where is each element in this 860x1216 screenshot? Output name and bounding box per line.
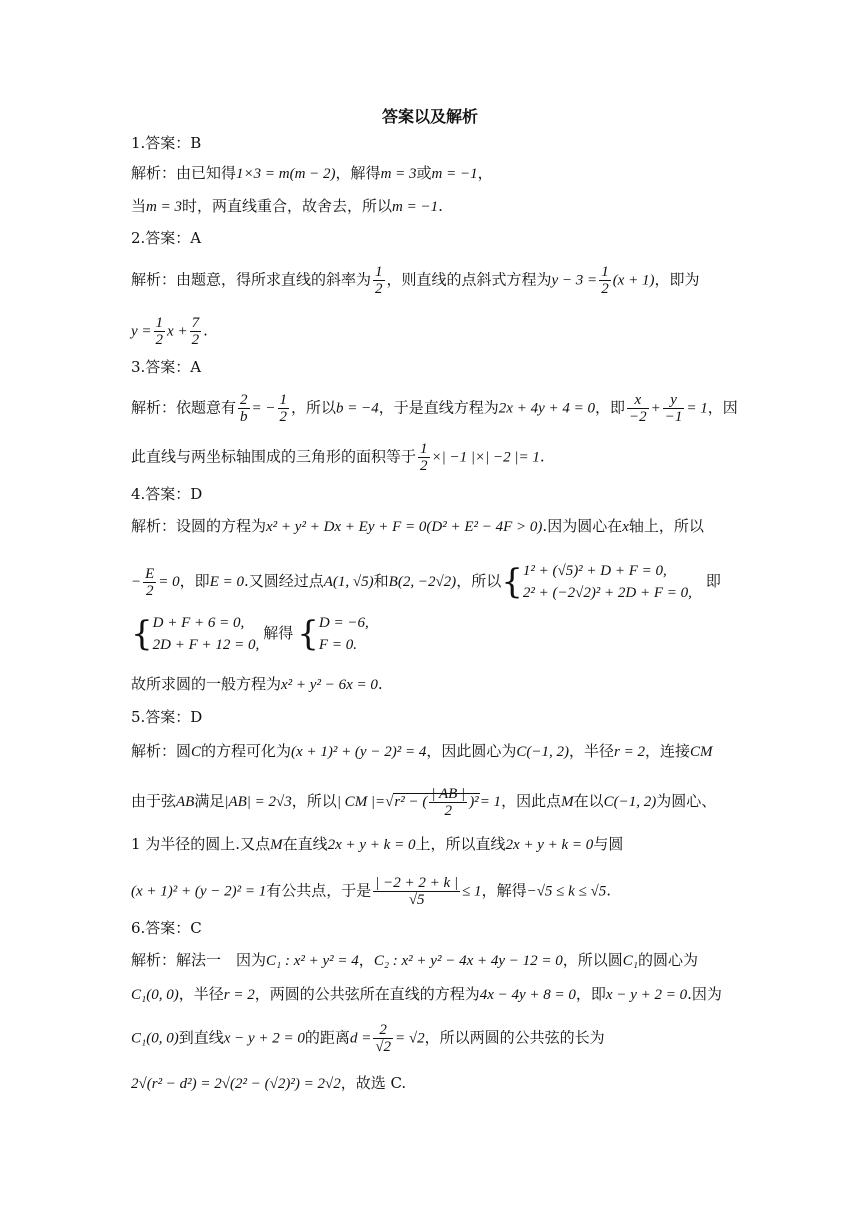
left-brace: {	[501, 562, 523, 602]
q5-line2: 由于弦AB满足|AB| = 2√3，所以| CM |=√r² − ( $\frac{| AB |}{2}$ )²= 1，因此点M在以C(−1, 2)为圆心、	[131, 786, 717, 819]
q6-line4: 2√(r² − d²) = 2√(2² − (√2)²) = 2√2，故选 C.	[131, 1074, 407, 1092]
q6-line1: 解析：解法一 因为C₁ : x² + y² = 4，C₂ : x² + y² − 4x + 4y − 12 = 0，所以圆C₁的圆心为	[131, 951, 699, 969]
q2-line1: 解析：由题意，得所求直线的斜率为 $\frac{1}{2}$ ，则直线的点斜式方程为y − 3 = $\frac{1}{2}$ (x + 1)，即为	[131, 264, 700, 297]
equation-system: D + F + 6 = 0, 2D + F + 12 = 0,	[152, 615, 260, 653]
q4-line4: 故所求圆的一般方程为x² + y² − 6x = 0.	[131, 675, 383, 693]
fraction: $\frac{| -2 + 2 + k |}{√5}$	[375, 875, 459, 908]
q3-line1: 解析：依题意有 $\frac{2}{b}$ = − $\frac{1}{2}$ ，所以b = −4，于是直线方程为2x + 4y + 4 = 0，即 $\frac{x}{-2}$ + $\frac{y}{-1}$ = 1，因	[131, 392, 738, 425]
q4-answer: 4.答案：D	[131, 485, 203, 503]
page-title: 答案以及解析	[381, 107, 478, 126]
q1-line1: 解析：由已知得1×3 = m(m − 2)，解得m = 3或m = −1，	[131, 164, 493, 182]
fraction: $\frac{x}{-2}$	[629, 392, 647, 425]
fraction: $\frac{1}{2}$	[375, 264, 383, 297]
fraction: $\frac{1}{2}$	[155, 315, 164, 348]
q6-line3: C₁(0, 0)到直线x − y + 2 = 0的距离d = $\frac{2}{√2}$ = √2，所以两圆的公共弦的长为	[131, 1022, 605, 1055]
equation-system: D = −6, F = 0.	[318, 615, 369, 653]
q5-answer: 5.答案：D	[131, 708, 203, 726]
q4-line2: − $\frac{E}{2}$ = 0，即E = 0.又圆经过点A(1, √5)和B(2, −2√2)，所以{ 1² + (√5)² + D + F = 0, 2² + (−2√2)² + 2D + F = 0, 即	[131, 562, 721, 602]
q3-line2: 此直线与两坐标轴围成的三角形的面积等于 $\frac{1}{2}$ ×| −1 |×| −2 |= 1.	[131, 441, 545, 474]
left-brace: {	[131, 614, 153, 654]
fraction: $\frac{y}{-1}$	[664, 392, 683, 425]
q5-line4: (x + 1)² + (y − 2)² = 1有公共点，于是 $\frac{| -2 + 2 + k |}{√5}$ ≤ 1，解得−√5 ≤ k ≤ √5.	[131, 875, 612, 908]
fraction: $\frac{E}{2}$	[145, 565, 155, 599]
q2-answer: 2.答案：A	[131, 229, 202, 247]
fraction: $\frac{1}{2}$	[420, 441, 428, 474]
fraction: $\frac{1}{2}$	[279, 392, 288, 425]
q5-line3: 1 为半径的圆上.又点M在直线2x + y + k = 0上，所以直线2x + y + k = 0与圆	[131, 835, 624, 853]
fraction: $\frac{7}{2}$	[191, 315, 200, 348]
fraction: $\frac{2}{√2}$	[375, 1022, 392, 1055]
q2-line2: y = $\frac{1}{2}$ x + $\frac{7}{2}$ .	[131, 315, 208, 348]
fraction: $\frac{2}{b}$	[240, 392, 248, 425]
q1-line2: 当m = 3时，两直线重合，故舍去，所以m = −1.	[131, 197, 443, 215]
q5-line1: 解析：圆C的方程可化为(x + 1)² + (y − 2)² = 4，因此圆心为C(−1, 2)，半径r = 2，连接CM	[131, 742, 713, 760]
left-brace: {	[297, 614, 319, 654]
q4-line3: { D + F + 6 = 0, 2D + F + 12 = 0, 解得 { D = −6, F = 0.	[131, 614, 369, 654]
q6-answer: 6.答案：C	[131, 919, 202, 937]
q3-answer: 3.答案：A	[131, 358, 202, 376]
equation-system: 1² + (√5)² + D + F = 0, 2² + (−2√2)² + 2D + F = 0,	[522, 563, 692, 601]
q1-answer: 1.答案：B	[131, 134, 202, 152]
fraction: $\frac{1}{2}$	[601, 264, 609, 297]
q4-line1: 解析：设圆的方程为x² + y² + Dx + Ey + F = 0(D² + E² − 4F > 0).因为圆心在x轴上，所以	[131, 517, 704, 535]
q6-line2: C₁(0, 0)，半径r = 2，两圆的公共弦所在直线的方程为4x − 4y + 8 = 0，即x − y + 2 = 0.因为	[131, 985, 722, 1003]
